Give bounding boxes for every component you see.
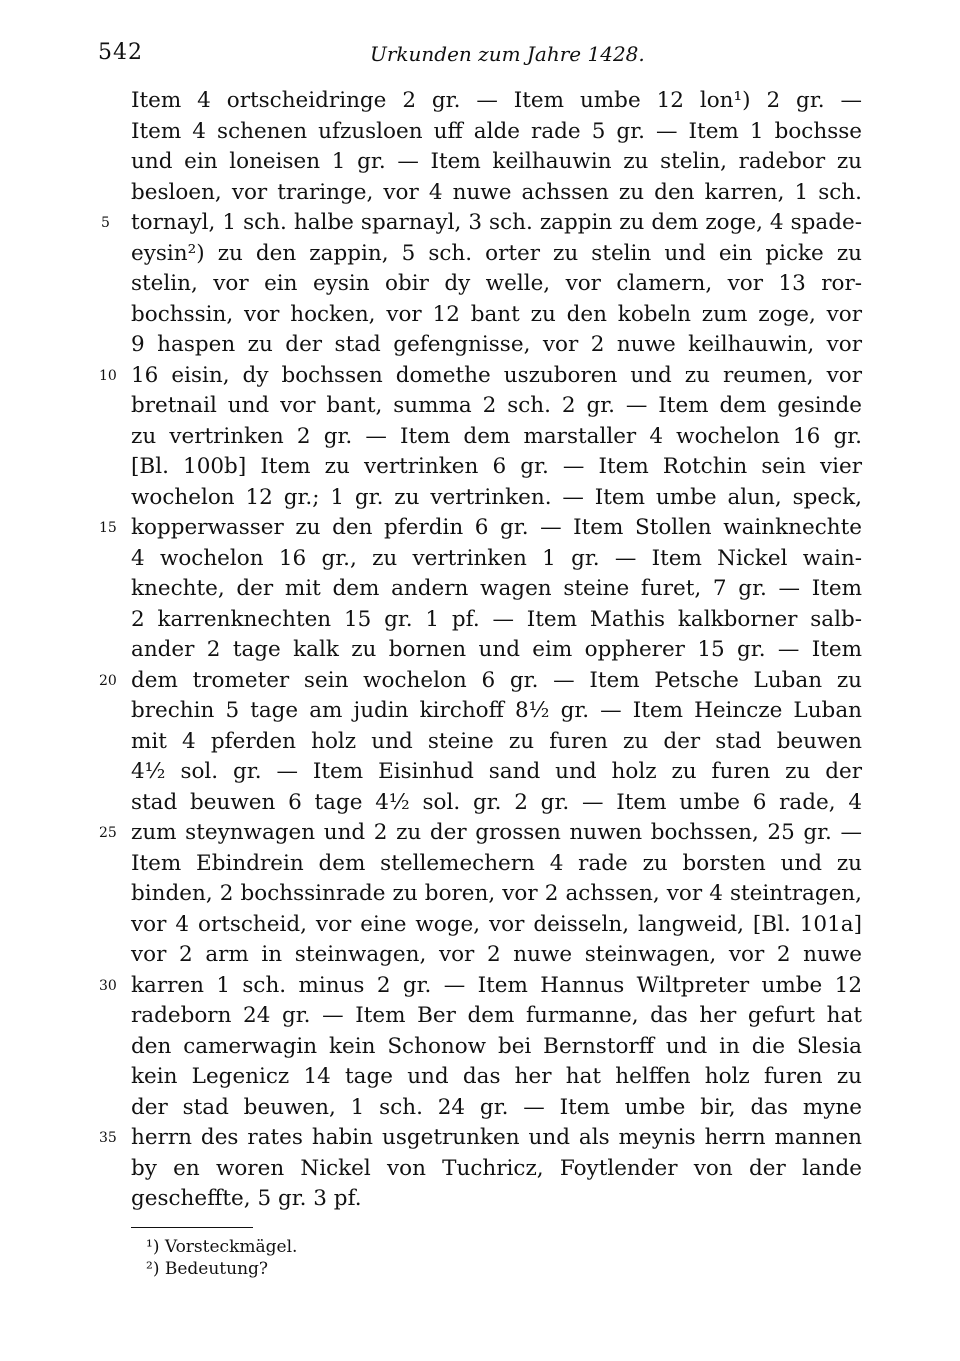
- text-line: dem trometer sein wochelon 6 gr. — Item Petsche Luban zu: [131, 668, 862, 693]
- text-line: bochssin, vor hocken, vor 12 bant zu den kobeln zum zoge, vor: [131, 302, 862, 327]
- text-line: 4½ sol. gr. — Item Eisinhud sand und holz zu furen zu der: [131, 759, 862, 784]
- text-line: zu vertrinken 2 gr. — Item dem marstaller 4 wochelon 16 gr.: [131, 424, 862, 449]
- page-number: 542: [98, 40, 143, 65]
- text-line: vor 4 ortscheid, vor eine woge, vor deisseln, langweid, [Bl. 101a]: [131, 912, 862, 937]
- text-line: [Bl. 100b] Item zu vertrinken 6 gr. — Item Rotchin sein vier: [131, 454, 862, 479]
- text-line: brechin 5 tage am judin kirchoff 8½ gr. — Item Heincze Luban: [131, 698, 862, 723]
- footnote-2: ²) Bedeutung?: [146, 1259, 269, 1279]
- text-line: stad beuwen 6 tage 4½ sol. gr. 2 gr. — Item umbe 6 rade, 4: [131, 790, 862, 815]
- text-line: wochelon 12 gr.; 1 gr. zu vertrinken. — Item umbe alun, speck,: [131, 485, 862, 510]
- line-number: 30: [99, 978, 117, 994]
- text-line: 2 karrenknechten 15 gr. 1 pf. — Item Mathis kalkborner salb-: [131, 607, 862, 632]
- page-header: [98, 40, 860, 74]
- text-line: besloen, vor traringe, vor 4 nuwe achssen zu den karren, 1 sch.: [131, 180, 862, 205]
- text-line: bretnail und vor bant, summa 2 sch. 2 gr. — Item dem gesinde: [131, 393, 862, 418]
- text-line: vor 2 arm in steinwagen, vor 2 nuwe steinwagen, vor 2 nuwe: [131, 942, 862, 967]
- text-line: kopperwasser zu den pferdin 6 gr. — Item Stollen wainknechte: [131, 515, 862, 540]
- text-line: herrn des rates habin usgetrunken und als meynis herrn mannen: [131, 1125, 862, 1150]
- text-line: knechte, der mit dem andern wagen steine furet, 7 gr. — Item: [131, 576, 862, 601]
- text-line: by en woren Nickel von Tuchricz, Foytlender von der lande: [131, 1156, 862, 1181]
- text-line: tornayl, 1 sch. halbe sparnayl, 3 sch. zappin zu dem zoge, 4 spade-: [131, 210, 862, 235]
- text-line: Item Ebindrein dem stellemechern 4 rade zu borsten und zu: [131, 851, 862, 876]
- text-line: 9 haspen zu der stad gefengnisse, vor 2 nuwe keilhauwin, vor: [131, 332, 862, 357]
- text-line: Item 4 ortscheidringe 2 gr. — Item umbe 12 lon¹) 2 gr. —: [131, 88, 862, 113]
- text-line: Item 4 schenen ufzusloen uff alde rade 5 gr. — Item 1 bochsse: [131, 119, 862, 144]
- text-line: mit 4 pferden holz und steine zu furen zu der stad beuwen: [131, 729, 862, 754]
- text-line: stelin, vor ein eysin obir dy welle, vor clamern, vor 13 ror-: [131, 271, 862, 296]
- text-line: der stad beuwen, 1 sch. 24 gr. — Item umbe bir, das myne: [131, 1095, 862, 1120]
- footnote-rule: [131, 1227, 253, 1228]
- text-line: gescheffte, 5 gr. 3 pf.: [131, 1186, 362, 1211]
- text-line: radeborn 24 gr. — Item Ber dem furmanne, das her gefurt hat: [131, 1003, 862, 1028]
- footnote-1: ¹) Vorsteckmägel.: [146, 1237, 298, 1257]
- running-title: Urkunden zum Jahre 1428.: [370, 42, 645, 66]
- text-line: 16 eisin, dy bochssen domethe uszuboren und zu reumen, vor: [131, 363, 862, 388]
- line-number: 15: [99, 520, 117, 536]
- text-line: eysin²) zu den zappin, 5 sch. orter zu stelin und ein picke zu: [131, 241, 862, 266]
- line-number: 35: [99, 1130, 117, 1146]
- line-number: 5: [101, 215, 110, 231]
- text-line: den camerwagin kein Schonow bei Bernstorff und in die Slesia: [131, 1034, 862, 1059]
- text-line: kein Legenicz 14 tage und das her hat helffen holz furen zu: [131, 1064, 862, 1089]
- text-line: zum steynwagen und 2 zu der grossen nuwen bochssen, 25 gr. —: [131, 820, 862, 845]
- line-number: 10: [99, 368, 117, 384]
- text-line: und ein loneisen 1 gr. — Item keilhauwin zu stelin, radebor zu: [131, 149, 862, 174]
- text-line: binden, 2 bochssinrade zu boren, vor 2 achssen, vor 4 steintragen,: [131, 881, 862, 906]
- line-number: 25: [99, 825, 117, 841]
- text-line: 4 wochelon 16 gr., zu vertrinken 1 gr. — Item Nickel wain-: [131, 546, 862, 571]
- line-number: 20: [99, 673, 117, 689]
- text-line: karren 1 sch. minus 2 gr. — Item Hannus Wiltpreter umbe 12: [131, 973, 862, 998]
- text-line: ander 2 tage kalk zu bornen und eim oppherer 15 gr. — Item: [131, 637, 862, 662]
